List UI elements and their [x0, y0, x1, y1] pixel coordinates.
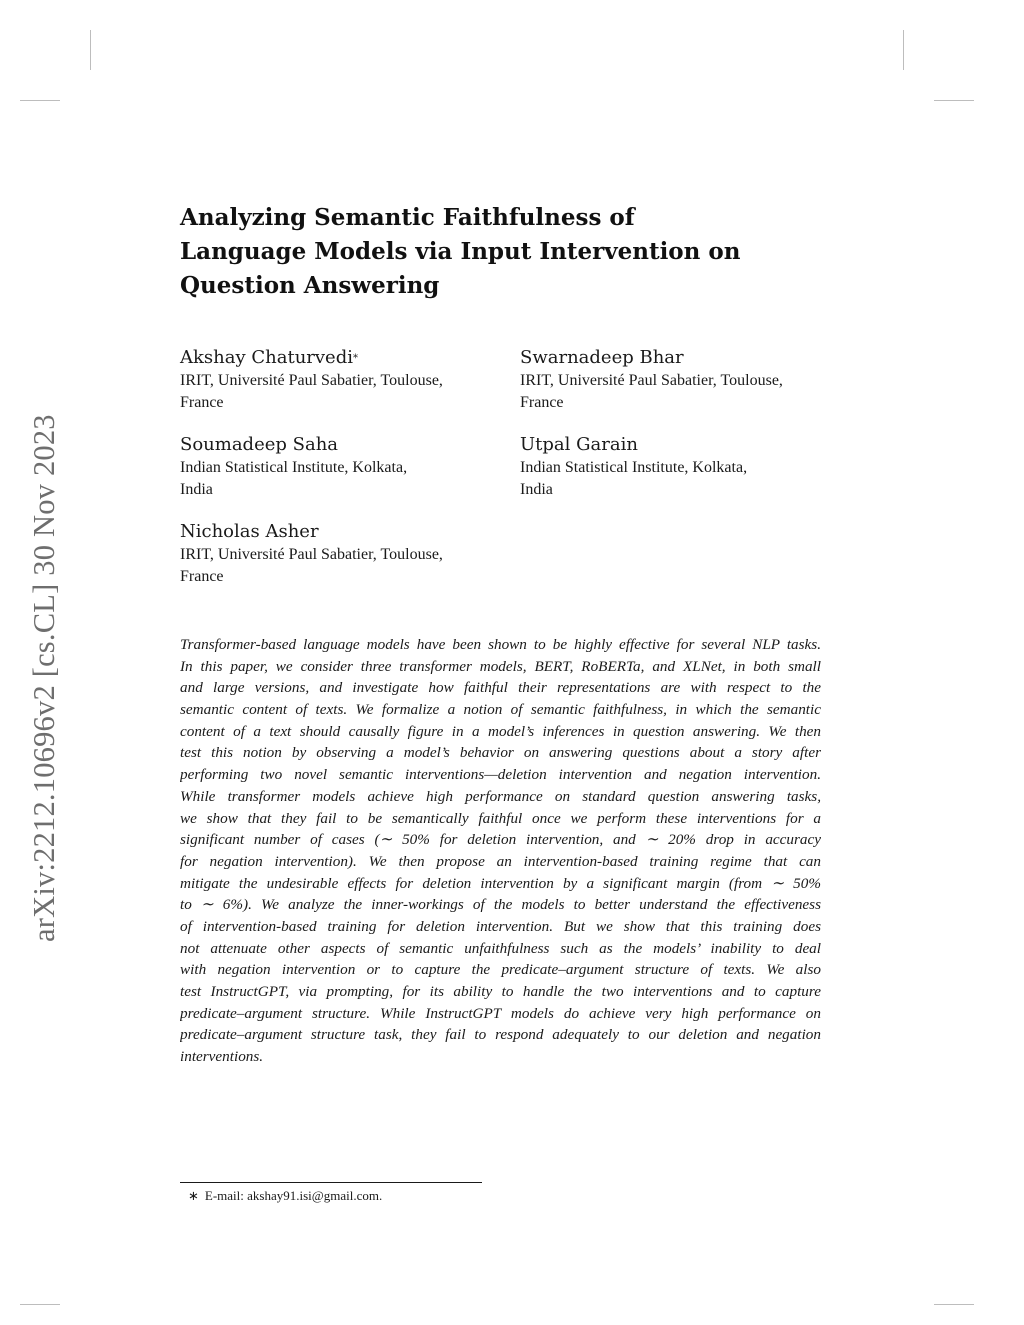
abstract-line: In this paper, we consider three transformer models, BERT, RoBERTa, and XLNet, in both small	[180, 657, 821, 675]
abstract-line: test InstructGPT, via prompting, for its ability to handle the two interventions and to capture	[180, 983, 821, 1000]
author-affiliation: IRIT, Université Paul Sabatier, Toulouse, France	[180, 546, 443, 585]
abstract-line: predicate–argument structure task, they fail to respond adequately to our deletion and negation	[180, 1026, 821, 1044]
author-block	[520, 433, 840, 501]
abstract-line: mitigate the undesirable effects for deletion intervention by a significant margin (from ∼ 50%	[180, 874, 821, 892]
abstract-line: Transformer-based language models have been shown to be highly effective for several NLP tasks.	[180, 636, 821, 653]
abstract-line: for negation intervention). We then propose an intervention-based training regime that can	[180, 852, 821, 870]
arxiv-identifier-stamp: arXiv:2212.10696v2 [cs.CL] 30 Nov 2023	[27, 414, 61, 942]
author-affiliation: IRIT, Université Paul Sabatier, Toulouse, France	[520, 372, 783, 411]
crop-mark	[934, 100, 974, 101]
footnote	[188, 1187, 382, 1205]
footnote-marker: *	[353, 353, 358, 364]
abstract-line: performing two novel semantic interventions—deletion intervention and negation intervention.	[180, 766, 821, 784]
abstract-line: content of a text should causally figure in a model’s inferences in question answering. We then	[180, 722, 821, 740]
author-name: Akshay Chaturvedi*	[180, 347, 358, 368]
abstract-line: While transformer models achieve high performance on standard question answering tasks,	[180, 787, 821, 805]
title-line: Question Answering	[180, 272, 440, 299]
footnote-rule	[180, 1182, 482, 1183]
author-block	[180, 433, 500, 501]
author-name: Utpal Garain	[520, 434, 638, 455]
crop-mark	[90, 30, 91, 70]
abstract-line: predicate–argument structure. While InstructGPT models do achieve very high performance on	[180, 1004, 821, 1022]
footnote-marker: ∗	[188, 1188, 199, 1203]
abstract-line: test this notion by observing a model’s behavior on answering questions about a story after	[180, 744, 821, 762]
abstract-line: not attenuate other aspects of semantic unfaithfulness such as the models’ inability to deal	[180, 939, 821, 957]
crop-mark	[903, 30, 904, 70]
crop-mark	[934, 1304, 974, 1305]
abstract	[180, 634, 821, 1068]
author-block	[520, 346, 840, 414]
abstract-line: interventions.	[180, 1048, 264, 1066]
author-block	[180, 346, 500, 414]
abstract-line: of intervention-based training for deletion intervention. But we show that this training does	[180, 917, 821, 935]
author-affiliation: IRIT, Université Paul Sabatier, Toulouse, France	[180, 372, 443, 411]
abstract-line: significant number of cases (∼ 50% for deletion intervention, and ∼ 20% drop in accuracy	[180, 831, 821, 849]
abstract-line: semantic content of texts. We formalize a notion of semantic faithfulness, in which the semantic	[180, 701, 821, 719]
title-line: Analyzing Semantic Faithfulness of	[180, 204, 635, 231]
crop-mark	[20, 100, 60, 101]
abstract-line: and large versions, and investigate how faithful their representations are with respect to the	[180, 679, 821, 697]
author-affiliation: Indian Statistical Institute, Kolkata, India	[520, 459, 748, 498]
abstract-line: to ∼ 6%). We analyze the inner-workings of the models to better understand the effectiveness	[180, 896, 821, 914]
abstract-line: we show that they fail to be semantically faithful once we perform these interventions for a	[180, 809, 821, 827]
author-name: Soumadeep Saha	[180, 434, 339, 455]
author-affiliation: Indian Statistical Institute, Kolkata, India	[180, 459, 408, 498]
author-block	[180, 520, 500, 588]
crop-mark	[20, 1304, 60, 1305]
title-line: Language Models via Input Intervention on	[180, 238, 741, 265]
author-name: Swarnadeep Bhar	[520, 347, 684, 368]
abstract-line: with negation intervention or to capture the predicate–argument structure of texts. We also	[180, 961, 821, 979]
footnote-email-text: E-mail: akshay91.isi@gmail.com.	[204, 1188, 383, 1203]
author-name: Nicholas Asher	[180, 521, 319, 542]
paper-title	[180, 201, 820, 303]
